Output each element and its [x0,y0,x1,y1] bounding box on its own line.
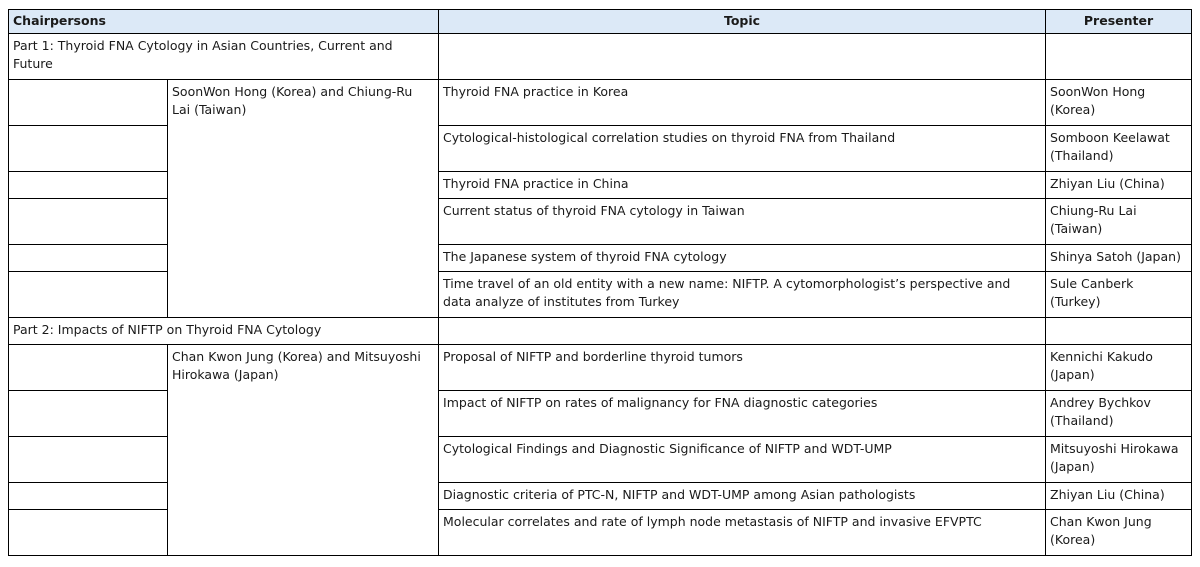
topic-cell: Proposal of NIFTP and borderline thyroid tumors [439,344,1046,390]
header-presenter: Presenter [1046,10,1192,34]
topic-cell: Diagnostic criteria of PTC-N, NIFTP and WDT-UMP among Asian pathologists [439,482,1046,509]
presenter-cell: Zhiyan Liu (China) [1046,482,1192,509]
presenter-cell: Chan Kwon Jung (Korea) [1046,509,1192,555]
topic-cell: Impact of NIFTP on rates of malignancy for FNA diagnostic categories [439,390,1046,436]
header-row [9,10,1192,34]
part-presenter-empty [1046,317,1192,344]
topic-cell: Thyroid FNA practice in Korea [439,79,1046,125]
part-presenter-empty [1046,33,1192,79]
topic-cell: Thyroid FNA practice in China [439,171,1046,198]
presenter-cell: Kennichi Kakudo (Japan) [1046,344,1192,390]
topic-cell: Time travel of an old entity with a new name: NIFTP. A cytomorphologist’s perspective and data analyze of institutes from Turkey [439,271,1046,317]
topic-cell: Molecular correlates and rate of lymph node metastasis of NIFTP and invasive EFVPTC [439,509,1046,555]
empty-cell [9,125,168,171]
part-topic-empty [439,317,1046,344]
topic-cell: Cytological-histological correlation studies on thyroid FNA from Thailand [439,125,1046,171]
program-table [8,9,1192,556]
presenter-cell: Andrey Bychkov (Thailand) [1046,390,1192,436]
empty-cell [9,509,168,555]
table-row [9,79,1192,125]
empty-cell [9,244,168,271]
topic-cell: Cytological Findings and Diagnostic Significance of NIFTP and WDT-UMP [439,436,1046,482]
chairpersons-cell: SoonWon Hong (Korea) and Chiung-Ru Lai (Taiwan) [168,79,439,317]
empty-cell [9,79,168,125]
topic-cell: The Japanese system of thyroid FNA cytology [439,244,1046,271]
empty-cell [9,390,168,436]
topic-cell: Current status of thyroid FNA cytology in Taiwan [439,198,1046,244]
chairpersons-cell: Chan Kwon Jung (Korea) and Mitsuyoshi Hirokawa (Japan) [168,344,439,555]
empty-cell [9,171,168,198]
empty-cell [9,198,168,244]
part-row [9,317,1192,344]
presenter-cell: Somboon Keelawat (Thailand) [1046,125,1192,171]
part-title: Part 1: Thyroid FNA Cytology in Asian Countries, Current and Future [9,33,439,79]
empty-cell [9,344,168,390]
header-chairpersons: Chairpersons [9,10,439,34]
empty-cell [9,271,168,317]
empty-cell [9,482,168,509]
presenter-cell: SoonWon Hong (Korea) [1046,79,1192,125]
presenter-cell: Shinya Satoh (Japan) [1046,244,1192,271]
program-table-container [8,9,1192,556]
empty-cell [9,436,168,482]
table-row [9,344,1192,390]
part-topic-empty [439,33,1046,79]
part-title: Part 2: Impacts of NIFTP on Thyroid FNA Cytology [9,317,439,344]
part-row [9,33,1192,79]
presenter-cell: Zhiyan Liu (China) [1046,171,1192,198]
presenter-cell: Chiung-Ru Lai (Taiwan) [1046,198,1192,244]
presenter-cell: Sule Canberk (Turkey) [1046,271,1192,317]
header-topic: Topic [439,10,1046,34]
presenter-cell: Mitsuyoshi Hirokawa (Japan) [1046,436,1192,482]
